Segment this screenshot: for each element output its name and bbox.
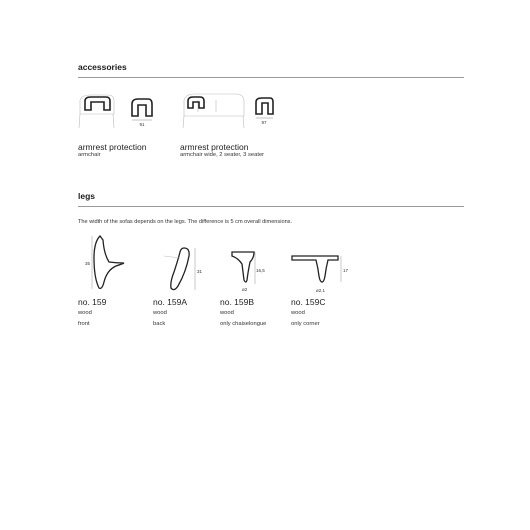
leg-159b-name: no. 159B [220,297,255,307]
leg-159c-illustration [290,250,360,298]
leg-159c-name: no. 159C [291,297,326,307]
accessories-heading: accessories [78,62,127,72]
leg-159a-illustration [158,244,208,296]
leg-159-height: 35 [85,261,91,266]
sofa-armrest-illustration [178,90,274,134]
leg-159b-illustration [228,248,273,298]
accessory-2-title: armrest protection [180,142,249,152]
sofa-dimension-label: 97 [261,120,267,125]
legs-divider [78,206,464,207]
leg-159a-height: 31 [197,269,203,274]
leg-159b-note: only chaiselongue [220,321,267,327]
leg-159-name: no. 159 [78,297,107,307]
leg-159-note: front [78,321,90,327]
accessory-1-subtitle: armchair [78,152,101,158]
leg-159-material: wood [78,310,92,316]
leg-159c-material: wood [291,310,305,316]
leg-159c-note: only corner [291,321,320,327]
leg-159b-material: wood [220,310,234,316]
legs-intro-text: The width of the sofas depends on the legs. The difference is 5 cm overall dimensions. [78,219,293,225]
accessories-divider [78,77,464,78]
leg-159b-height: 16,5 [256,268,265,273]
leg-159a-note: back [153,321,166,327]
leg-159a-material: wood [153,310,167,316]
armchair-armrest-illustration [76,92,158,132]
armchair-dimension-label: 91 [139,122,145,127]
accessory-2-subtitle: armchair wide, 2 seater, 3 seater [180,152,265,158]
leg-159c-height: 17 [343,268,349,273]
accessory-1-title: armrest protection [78,142,147,152]
legs-heading: legs [78,191,96,201]
leg-159b-diameter: ø2 [242,287,248,292]
leg-159-illustration [80,232,130,294]
leg-159c-diameter: ø2,1 [316,288,326,293]
leg-159a-name: no. 159A [153,297,188,307]
